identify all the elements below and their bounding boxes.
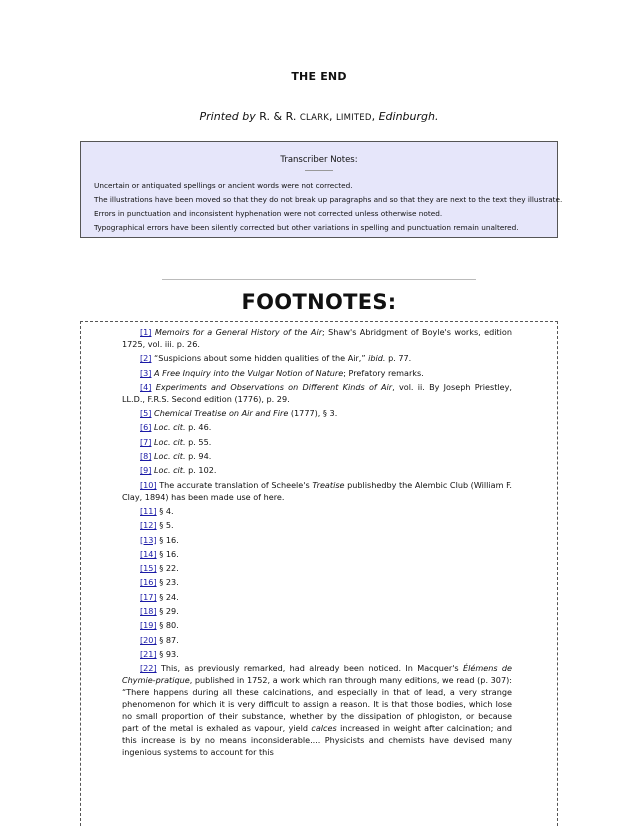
footnote-ref-link[interactable]: [22] <box>140 663 157 674</box>
footnote-17 <box>122 591 512 603</box>
footnote-15 <box>122 562 512 574</box>
footnote-text: This, as previously remarked, had already been noticed. In Macquer's <box>160 663 463 674</box>
footnote-12 <box>122 519 512 531</box>
printer-prefix: Printed by <box>199 110 256 123</box>
footnote-text: , vol. ii. By Joseph Priestley, LL.D., F.R.S. Second edition (1776), p. 29. <box>122 381 512 404</box>
footnote-text: ; Prefatory remarks. <box>343 367 424 378</box>
footnote-4 <box>122 381 512 405</box>
footnotes-list <box>122 326 512 761</box>
footnote-2 <box>122 352 512 364</box>
footnote-19 <box>122 619 512 631</box>
footnote-text: (1777), § 3. <box>288 408 338 419</box>
footnote-ref-link[interactable]: [11] <box>140 505 157 516</box>
transcriber-note: Uncertain or antiquated spellings or ancient words were not corrected. <box>94 181 353 190</box>
footnote-text: § 87. <box>159 634 179 645</box>
printer-imprint <box>0 110 638 123</box>
footnote-6 <box>122 421 512 433</box>
footnote-3 <box>122 367 512 379</box>
transcriber-notes-rule <box>305 170 333 171</box>
footnote-ref-link[interactable]: [5] <box>140 408 152 419</box>
section-divider <box>162 279 476 280</box>
footnote-italic-text: A Free Inquiry into the Vulgar Notion of Nature <box>154 367 344 378</box>
transcriber-note: Errors in punctuation and inconsistent hyphenation were not corrected unless otherwise noted. <box>94 209 443 218</box>
footnote-ref-link[interactable]: [6] <box>140 422 152 433</box>
footnote-ref-link[interactable]: [15] <box>140 563 157 574</box>
transcriber-note: The illustrations have been moved so that they do not break up paragraphs and so that they are next to the text they illustrate. <box>94 195 563 204</box>
footnote-13 <box>122 534 512 546</box>
footnote-ref-link[interactable]: [2] <box>140 353 152 364</box>
footnote-1 <box>122 326 512 350</box>
footnote-italic-text: Loc. cit. <box>154 436 186 447</box>
footnote-ref-link[interactable]: [18] <box>140 606 157 617</box>
footnote-ref-link[interactable]: [14] <box>140 548 157 559</box>
footnote-18 <box>122 605 512 617</box>
printer-name-limited: LIMITED <box>336 113 372 123</box>
footnote-text: p. 102. <box>185 465 217 476</box>
footnote-italic-text: Memoirs for a General History of the Air <box>154 327 323 337</box>
footnote-ref-link[interactable]: [19] <box>140 620 157 631</box>
footnote-21 <box>122 648 512 660</box>
footnote-text: increased in weight after calcination; and this increase is by no means inconsiderable.... Physicists and chemists have devised many ingenious systems to account for this <box>122 723 512 758</box>
printer-name-rr: R. & R. <box>259 110 300 123</box>
transcriber-notes-box <box>80 141 563 238</box>
footnote-text: , published in 1752, a work which ran through many editions, we read (p. 307): “There happens during all these calcinations, and especially in that of lead, a very strange phenomenon for which it is very difficult to assign a reason. It is that those bodies, which lose no small proportion of their substance, whether by the dissipation of phlogiston, or because part of the metal is exhaled as vapour, yield <box>122 675 512 734</box>
footnote-text: § 16. <box>159 534 179 545</box>
end-title: THE END <box>291 70 347 83</box>
footnote-text: § 16. <box>159 548 179 559</box>
footnote-italic-text: Loc. cit. <box>154 422 186 433</box>
footnote-ref-link[interactable]: [10] <box>140 479 157 490</box>
printer-sep: , <box>329 110 336 123</box>
footnote-16 <box>122 576 512 588</box>
footnote-ref-link[interactable]: [17] <box>140 591 157 602</box>
footnote-text: The accurate translation of Scheele's <box>159 479 313 490</box>
footnote-text: § 80. <box>159 620 179 631</box>
footnote-text: “Suspicions about some hidden qualities of the Air,” <box>154 353 369 364</box>
footnotes-heading: FOOTNOTES: <box>241 290 397 314</box>
footnote-italic-text: Loc. cit. <box>154 465 186 476</box>
printer-name-clark: CLARK <box>299 113 329 123</box>
footnote-text: § 93. <box>159 648 179 659</box>
footnote-italic-text: Chemical Treatise on Air and Fire <box>154 408 289 419</box>
footnote-italic-text: ibid. <box>368 353 386 364</box>
footnote-7 <box>122 436 512 448</box>
transcriber-note: Typographical errors have been silently corrected but other variations in spelling and punctuation remain unaltered. <box>94 223 519 232</box>
footnote-text: § 23. <box>159 577 179 588</box>
footnote-ref-link[interactable]: [20] <box>140 634 157 645</box>
footnote-text: ; Shaw's Abridgment of Boyle's works, edition 1725, vol. iii. p. 26. <box>122 327 512 349</box>
footnote-11 <box>122 505 512 517</box>
footnote-text: § 22. <box>159 563 179 574</box>
footnote-italic-text: Élémens de Chymie-pratique <box>122 663 512 686</box>
footnote-22 <box>122 662 512 758</box>
footnote-ref-link[interactable]: [7] <box>140 436 152 447</box>
footnote-text: p. 77. <box>385 353 412 364</box>
footnote-text: § 5. <box>159 520 174 531</box>
footnote-text: § 24. <box>159 591 179 602</box>
footnote-9 <box>122 464 512 476</box>
footnote-text: publishedby the Alembic Club (William F. Clay, 1894) has been made use of here. <box>122 479 513 502</box>
footnote-ref-link[interactable]: [1] <box>140 327 152 337</box>
footnote-ref-link[interactable]: [9] <box>140 465 152 476</box>
footnote-italic-text: calces <box>311 723 337 734</box>
footnote-5 <box>122 407 512 419</box>
footnote-ref-link[interactable]: [8] <box>140 451 152 462</box>
footnote-text: § 4. <box>159 505 174 516</box>
footnote-text: p. 94. <box>185 451 212 462</box>
footnote-ref-link[interactable]: [21] <box>140 648 157 659</box>
footnote-text: p. 55. <box>185 436 212 447</box>
transcriber-notes-title: Transcriber Notes: <box>280 155 358 165</box>
footnote-20 <box>122 634 512 646</box>
printer-comma: , <box>371 110 379 123</box>
footnote-ref-link[interactable]: [12] <box>140 520 157 531</box>
footnote-italic-text: Experiments and Observations on Different Kinds of Air <box>155 381 393 392</box>
footnote-ref-link[interactable]: [3] <box>140 367 152 378</box>
footnote-text: p. 46. <box>185 422 212 433</box>
footnote-14 <box>122 548 512 560</box>
footnote-ref-link[interactable]: [4] <box>140 381 152 392</box>
printer-city: Edinburgh. <box>378 110 439 123</box>
footnote-ref-link[interactable]: [16] <box>140 577 157 588</box>
footnote-italic-text: Treatise <box>312 479 345 490</box>
footnote-8 <box>122 450 512 462</box>
footnote-10 <box>122 479 512 503</box>
footnote-text: § 29. <box>159 606 179 617</box>
footnote-ref-link[interactable]: [13] <box>140 534 157 545</box>
footnote-italic-text: Loc. cit. <box>154 451 186 462</box>
